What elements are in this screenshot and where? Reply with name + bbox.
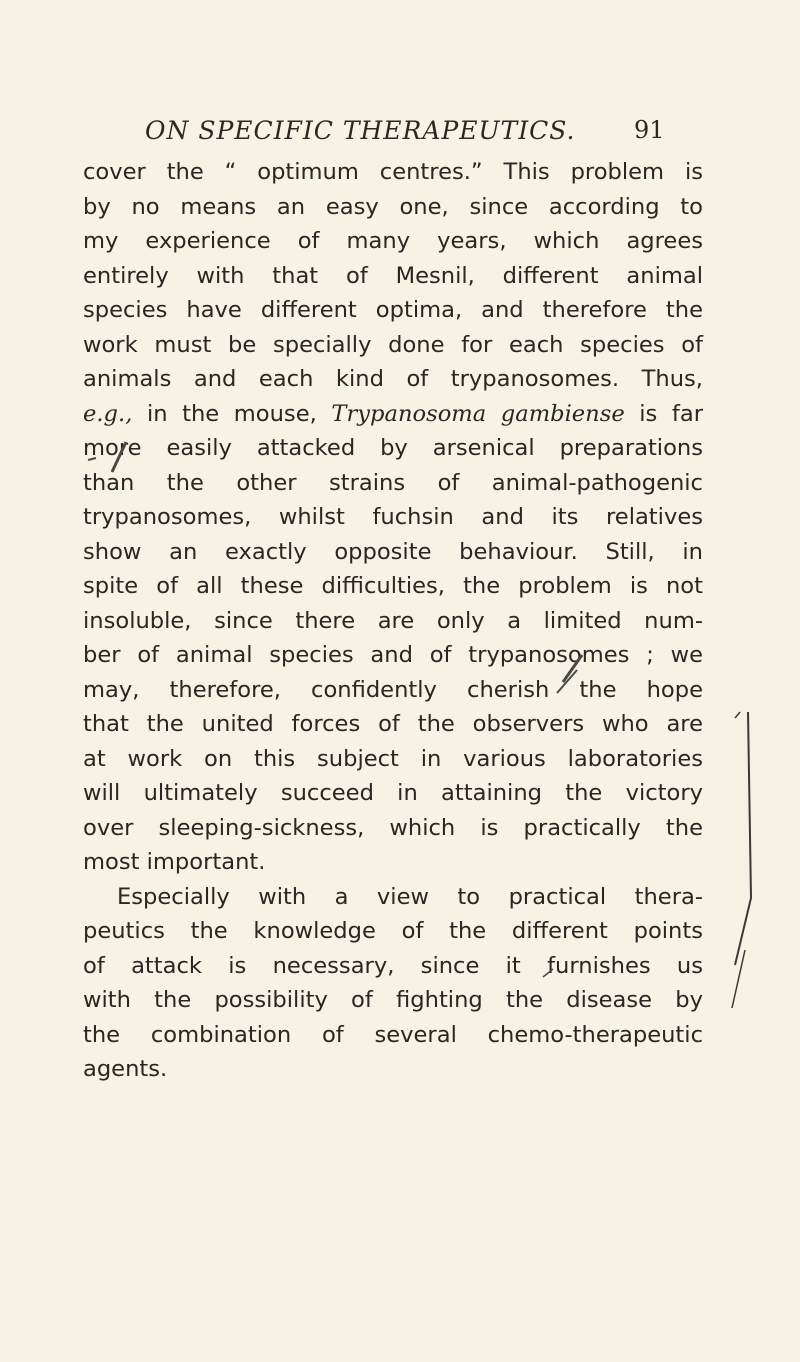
text-fragment: in the mouse, [132, 400, 332, 427]
body-text [83, 155, 703, 1087]
running-title: ON SPECIFIC THERAPEUTICS. [145, 116, 576, 145]
text-line: may, therefore, confidently cherish the hope [83, 676, 703, 703]
text-line: work must be specially done for each species of [83, 331, 703, 358]
eg-abbreviation: e.g., [83, 400, 133, 427]
paragraph-2 [83, 880, 703, 1087]
text-line: than the other strains of animal-pathogenic [83, 469, 703, 496]
text-line: trypanosomes, whilst fuchsin and its relatives [83, 504, 703, 530]
paragraph-1 [83, 155, 703, 880]
text-line: with the possibility of fighting the disease by [83, 987, 703, 1013]
text-line: more easily attacked by arsenical preparations [83, 435, 703, 461]
species-name: Trypanosoma gambiense [331, 400, 625, 427]
page-number: 91 [634, 116, 665, 144]
text-line: animals and each kind of trypanosomes. Thus, [83, 366, 703, 392]
text-line: most important. [83, 849, 266, 875]
margin-bracket-line [735, 712, 751, 965]
text-line: at work on this subject in various laboratories [83, 745, 703, 772]
text-line: of attack is necessary, since it furnishes us [83, 952, 703, 979]
text-line: that the united forces of the observers who are [83, 711, 703, 737]
text-line: my experience of many years, which agrees [83, 228, 703, 254]
text-line: by no means an easy one, since according to [83, 193, 703, 220]
text-line: peutics the knowledge of the different points [83, 918, 703, 944]
text-line: the combination of several chemo-therapeutic [83, 1021, 703, 1048]
text-line: show an exactly opposite behaviour. Still, in [83, 538, 703, 565]
text-line [83, 397, 703, 432]
margin-bracket-line [732, 950, 745, 1008]
text-line: cover the “ optimum centres.” This problem is [83, 159, 703, 185]
text-line: agents. [83, 1056, 168, 1082]
text-line: spite of all these difficulties, the problem is not [83, 573, 703, 599]
running-header [0, 116, 800, 156]
text-line: species have different optima, and therefore the [83, 297, 703, 323]
pencil-tick-mark [735, 712, 740, 718]
text-line: insoluble, since there are only a limited num- [83, 607, 703, 634]
text-line: over sleeping-sickness, which is practically the [83, 814, 703, 841]
text-line: ber of animal species and of trypanosomes ; we [83, 642, 703, 668]
text-fragment: is far [624, 400, 703, 427]
text-line: entirely with that of Mesnil, different animal [83, 262, 703, 289]
text-line: Especially with a view to practical thera- [117, 883, 703, 910]
text-line: will ultimately succeed in attaining the victory [83, 780, 703, 806]
